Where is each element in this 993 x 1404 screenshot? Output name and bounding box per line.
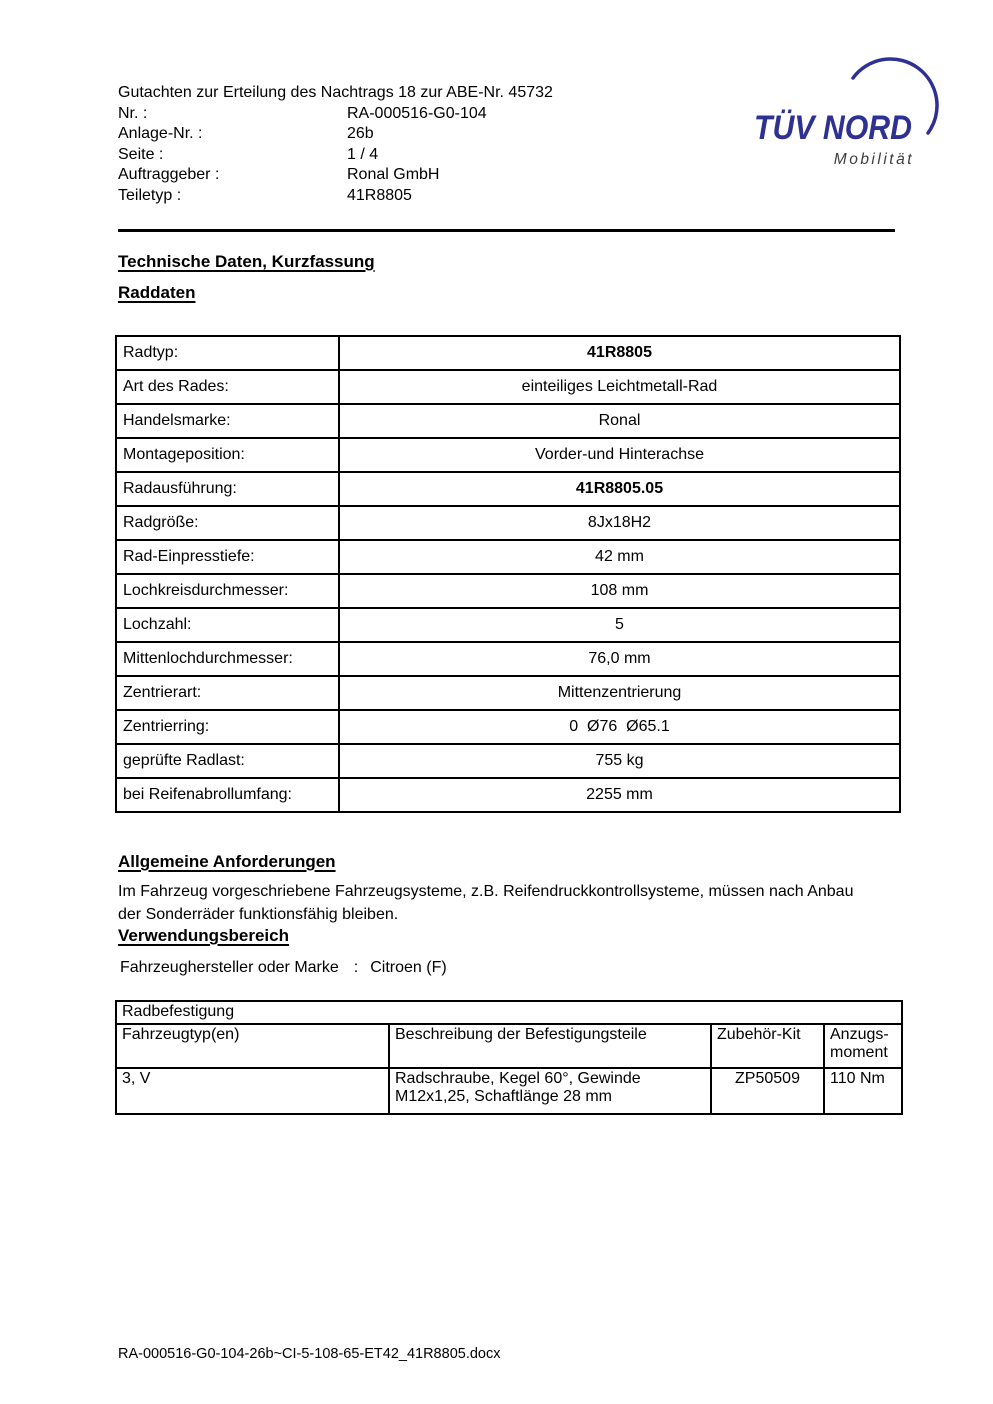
raddaten-row xyxy=(116,540,900,574)
tuv-nord-logo xyxy=(752,45,944,175)
cell-anzugsmoment: 110 Nm xyxy=(824,1068,902,1114)
column-header-fahrzeugtyp: Fahrzeugtyp(en) xyxy=(116,1024,389,1068)
heading-verwendungsbereich: Verwendungsbereich xyxy=(118,926,289,945)
field-label: Seite : xyxy=(118,145,164,163)
raddaten-label: bei Reifenabrollumfang: xyxy=(116,778,339,812)
raddaten-label: Radtyp: xyxy=(116,336,339,370)
tuv-nord-logo-icon xyxy=(752,45,944,175)
raddaten-label: geprüfte Radlast: xyxy=(116,744,339,778)
header-field-nr xyxy=(118,104,553,125)
raddaten-row xyxy=(116,506,900,540)
raddaten-row xyxy=(116,744,900,778)
field-value: 1 / 4 xyxy=(347,145,379,163)
raddaten-row xyxy=(116,710,900,744)
field-value: Ronal GmbH xyxy=(347,166,440,183)
raddaten-value: 8Jx18H2 xyxy=(339,506,900,540)
raddaten-value: 108 mm xyxy=(339,574,900,608)
raddaten-value: 755 kg xyxy=(339,744,900,778)
field-label: Teiletyp : xyxy=(118,186,182,204)
heading-technische-daten: Technische Daten, Kurzfassung xyxy=(118,252,375,271)
column-header-beschreibung: Beschreibung der Befestigungsteile xyxy=(389,1024,711,1068)
field-value: 41R8805 xyxy=(347,186,412,204)
raddaten-value: 2255 mm xyxy=(339,778,900,812)
raddaten-table-body xyxy=(116,336,900,812)
column-header-zubehoer-kit: Zubehör-Kit xyxy=(711,1024,824,1068)
raddaten-row xyxy=(116,404,900,438)
radbefestigung-header-row xyxy=(116,1024,902,1068)
heading-raddaten: Raddaten xyxy=(118,283,196,302)
raddaten-value: Ronal xyxy=(339,404,900,438)
document-header xyxy=(118,83,553,206)
raddaten-label: Mittenlochdurchmesser: xyxy=(116,642,339,676)
raddaten-value: Vorder-und Hinterachse xyxy=(339,438,900,472)
raddaten-row xyxy=(116,438,900,472)
field-value: 26b xyxy=(347,125,374,142)
raddaten-label: Radgröße: xyxy=(116,506,339,540)
cell-zubehoer-kit: ZP50509 xyxy=(711,1068,824,1114)
raddaten-value: 76,0 mm xyxy=(339,642,900,676)
raddaten-label: Zentrierring: xyxy=(116,710,339,744)
field-label: Anlage-Nr. : xyxy=(118,125,203,142)
header-field-seite xyxy=(118,145,553,166)
radbefestigung-title-row xyxy=(116,1001,902,1024)
logo-brand-text: TÜV NORD xyxy=(754,109,912,147)
vehicle-manufacturer-line xyxy=(120,959,447,977)
field-label: Nr. : xyxy=(118,104,148,122)
raddaten-value: 0 Ø76 Ø65.1 xyxy=(339,710,900,744)
raddaten-value: 5 xyxy=(339,608,900,642)
raddaten-row xyxy=(116,472,900,506)
raddaten-row xyxy=(116,336,900,370)
raddaten-row xyxy=(116,608,900,642)
raddaten-value: 41R8805 xyxy=(339,336,900,370)
raddaten-row xyxy=(116,370,900,404)
heading-allgemeine-anforderungen: Allgemeine Anforderungen xyxy=(118,852,336,871)
raddaten-label: Art des Rades: xyxy=(116,370,339,404)
document-title: Gutachten zur Erteilung des Nachtrags 18 zur ABE-Nr. 45732 xyxy=(118,84,553,101)
radbefestigung-data-row xyxy=(116,1068,902,1114)
header-field-auftraggeber xyxy=(118,165,553,186)
raddaten-value: 41R8805.05 xyxy=(339,472,900,506)
raddaten-row xyxy=(116,676,900,710)
vehicle-manufacturer-label: Fahrzeughersteller oder Marke xyxy=(120,959,339,976)
raddaten-label: Handelsmarke: xyxy=(116,404,339,438)
raddaten-label: Radausführung: xyxy=(116,472,339,506)
raddaten-label: Lochzahl: xyxy=(116,608,339,642)
raddaten-label: Lochkreisdurchmesser: xyxy=(116,574,339,608)
raddaten-label: Rad-Einpresstiefe: xyxy=(116,540,339,574)
raddaten-label: Montageposition: xyxy=(116,438,339,472)
vehicle-manufacturer-value: Citroen (F) xyxy=(370,959,447,976)
raddaten-row xyxy=(116,778,900,812)
vehicle-manufacturer-colon: : xyxy=(353,959,359,976)
logo-tagline-text: Mobilität xyxy=(833,151,914,168)
allgemeine-anforderungen-text: Im Fahrzeug vorgeschriebene Fahrzeugsysteme, z.B. Reifendruckkontrollsysteme, müssen nach Anbau der Sonderräder funktionsfähig bleiben. xyxy=(118,883,854,923)
radbefestigung-title: Radbefestigung xyxy=(116,1001,902,1024)
radbefestigung-table xyxy=(115,1000,903,1115)
raddaten-value: einteiliges Leichtmetall-Rad xyxy=(339,370,900,404)
raddaten-value: Mittenzentrierung xyxy=(339,676,900,710)
field-value: RA-000516-G0-104 xyxy=(347,104,487,122)
cell-beschreibung: Radschraube, Kegel 60°, Gewinde M12x1,25, Schaftlänge 28 mm xyxy=(389,1068,711,1114)
header-divider xyxy=(118,229,895,232)
header-field-teiletyp xyxy=(118,186,553,207)
cell-fahrzeugtyp: 3, V xyxy=(116,1068,389,1114)
raddaten-table xyxy=(115,335,901,813)
document-filename: RA-000516-G0-104-26b~CI-5-108-65-ET42_41R8805.docx xyxy=(118,1346,501,1362)
column-header-anzugsmoment: Anzugs-moment xyxy=(824,1024,902,1068)
raddaten-row xyxy=(116,642,900,676)
header-field-anlage xyxy=(118,124,553,145)
raddaten-row xyxy=(116,574,900,608)
field-label: Auftraggeber : xyxy=(118,166,220,183)
raddaten-label: Zentrierart: xyxy=(116,676,339,710)
raddaten-value: 42 mm xyxy=(339,540,900,574)
